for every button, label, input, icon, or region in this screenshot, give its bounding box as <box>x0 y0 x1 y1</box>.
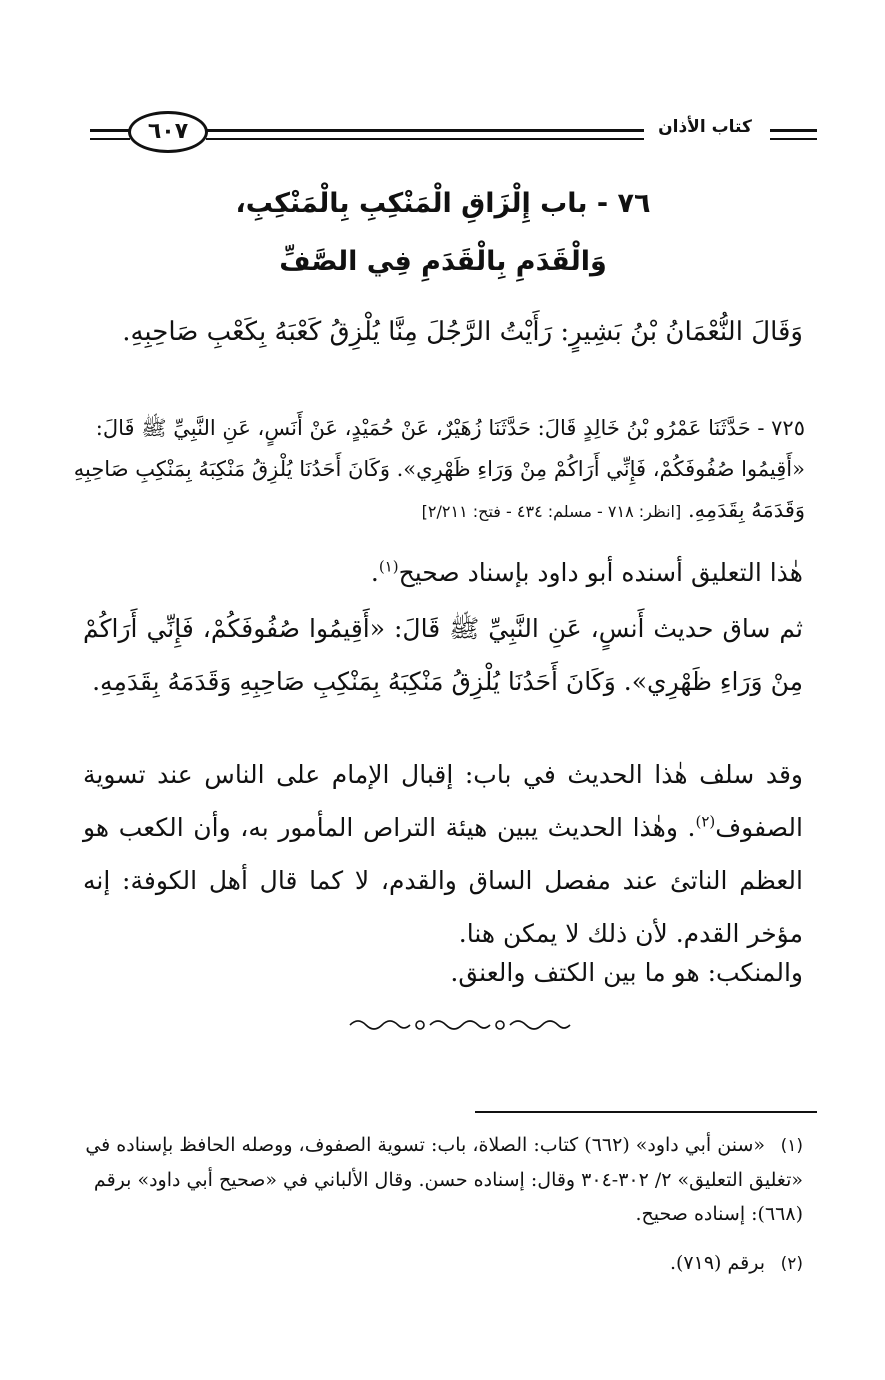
section-ornament-icon <box>340 1015 580 1035</box>
header-rule-middle-thin <box>206 138 644 140</box>
footnote-2-text: برقم (٧١٩). <box>669 1252 765 1274</box>
commentary-p2: ثم ساق حديث أَنسٍ، عَنِ النَّبِيِّ ﷺ قَالَ: «أَقِيمُوا صُفُوفَكُمْ، فَإِنِّي أَرَاكُمْ مِنْ وَرَاءِ ظَهْرِي». وَكَانَ أَحَدُنَا يُلْزِقُ مَنْكِبَهُ بِمَنْكِبِ صَاحِبِهِ وَقَدَمَهُ بِقَدَمِهِ. <box>83 614 803 696</box>
commentary-p3 <box>83 748 803 960</box>
header-rule-left-thin <box>90 138 130 140</box>
commentary-p4: والمنكب: هو ما بين الكتف والعنق. <box>450 958 803 987</box>
footnote-1 <box>83 1128 803 1231</box>
p3-text-b: . وهٰذا الحديث يبين هيئة التراص المأمور به، وأن الكعب هو العظم الناتئ عند مفصل الساق والقدم، لا كما قال أهل الكوفة: إنه مؤخر القدم. لأن ذلك لا يمكن هنا. <box>83 813 803 948</box>
taliq-paragraph: وَقَالَ النُّعْمَانُ بْنُ بَشِيرٍ: رَأَيْتُ الرَّجُلَ مِنَّا يُلْزِقُ كَعْبَهُ بِكَعْبِ صَاحِبِهِ. <box>122 317 803 347</box>
hadith-text <box>70 408 805 532</box>
footnote-1-number: (١) <box>780 1136 803 1156</box>
header-rule-left <box>90 129 130 132</box>
p3-text-a: وقد سلف هٰذا الحديث في باب: إقبال الإمام على الناس عند تسوية الصفوف <box>83 760 803 842</box>
hadith-reference: [انظر: ٧١٨ - مسلم: ٤٣٤ - فتح: ٢/٢١١] <box>421 502 682 521</box>
header-rule-right-thin <box>770 138 817 140</box>
header-rule-middle <box>206 129 644 132</box>
footnote-ref-2[interactable]: (٢) <box>695 812 716 831</box>
footnote-1-text: «سنن أبي داود» (٦٦٢) كتاب: الصلاة، باب: تسوية الصفوف، ووصله الحافظ بإسناده في «تغليق التعليق» ٢/ ٣٠٢-٣٠٤ وقال: إسناده حسن. وقال الألباني في «صحيح أبي داود» برقم (٦٦٨): إسناده صحيح. <box>85 1134 803 1225</box>
page-number-oval <box>128 111 208 153</box>
p1-end: . <box>370 558 379 587</box>
footnote-2 <box>83 1246 803 1281</box>
chapter-heading-line2: وَالْقَدَمِ بِالْقَدَمِ فِي الصَّفِّ <box>279 246 607 277</box>
page-number: ٦٠٧ <box>147 119 189 144</box>
footnote-separator <box>475 1111 817 1113</box>
footnote-2-number: (٢) <box>780 1254 803 1274</box>
running-title: كتاب الأذان <box>658 117 752 137</box>
chapter-heading-line1: ٧٦ - باب إِلْزَاقِ الْمَنْكِبِ بِالْمَنْكِبِ، <box>235 188 651 219</box>
footnote-ref-1[interactable]: (١) <box>378 557 399 576</box>
header-rule-right <box>770 129 817 132</box>
p1-text: هٰذا التعليق أسنده أبو داود بإسناد صحيح <box>398 558 803 587</box>
hadith-body: ٧٢٥ - حَدَّثَنَا عَمْرُو بْنُ خَالِدٍ قَالَ: حَدَّثَنَا زُهَيْرٌ، عَنْ حُمَيْدٍ، عَنْ أَنَسٍ، عَنِ النَّبِيِّ ﷺ قَالَ: «أَقِيمُوا صُفُوفَكُمْ، فَإِنِّي أَرَاكُمْ مِنْ وَرَاءِ ظَهْرِي». وَكَانَ أَحَدُنَا يُلْزِقُ مَنْكِبَهُ بِمَنْكِبِ صَاحِبِهِ وَقَدَمَهُ بِقَدَمِهِ. <box>73 416 805 522</box>
commentary-p1 <box>83 546 803 599</box>
